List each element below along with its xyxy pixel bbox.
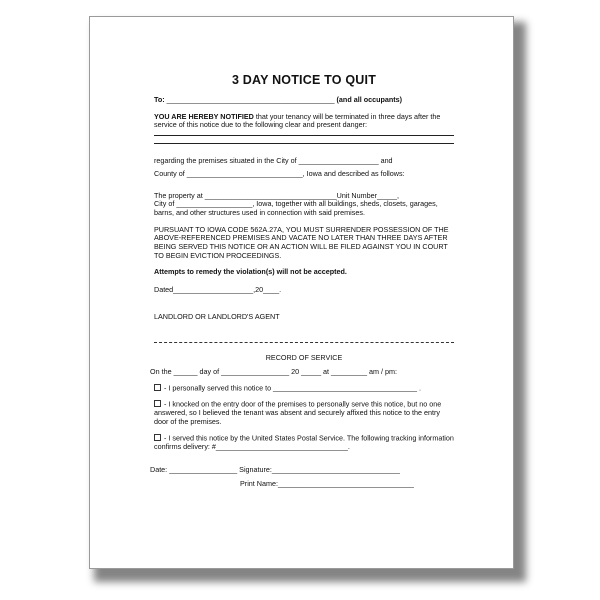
service-option-affixed bbox=[154, 400, 454, 427]
checkbox-affixed[interactable] bbox=[154, 400, 161, 407]
to-label: To: bbox=[154, 95, 165, 104]
service-option-personal bbox=[154, 384, 454, 393]
record-title: RECORD OF SERVICE bbox=[265, 352, 343, 362]
landlord-label: LANDLORD OR LANDLORD'S AGENT bbox=[154, 311, 280, 321]
option-personal-text: - I personally served this notice to ____________________________________ . bbox=[164, 383, 421, 393]
option-affixed-text: - I knocked on the entry door of the premises to personally serve this notice, but no one answered, so I believed the tenant was absent and securely affixed this notice to the entry door of the premises. bbox=[154, 399, 442, 427]
document-content bbox=[150, 73, 454, 489]
print-name-line bbox=[240, 480, 454, 489]
document-page bbox=[89, 16, 514, 569]
print-name-label: Print Name: bbox=[240, 479, 278, 489]
property-line-2: City of ___________________, Iowa, together with all buildings, sheds, closets, garages, barns, and other structures used in connection with said premises. bbox=[154, 199, 438, 217]
pursuant-paragraph: PURSUANT TO IOWA CODE 562A.27A, YOU MUST SURRENDER POSSESSION OF THE ABOVE-REFERENCED PREMISES AND VACATE NO LATER THAN THREE DAYS AFTER BEING SERVED THIS NOTICE OR AN ACTION WILL BE FILED AGAINST YOU IN COURT TO BEGIN EVICTION PROCEEDINGS. bbox=[154, 224, 449, 260]
date-blank: _________________ bbox=[169, 464, 238, 474]
notice-bold: YOU ARE HEREBY NOTIFIED bbox=[154, 111, 254, 121]
signature-label: Signature: bbox=[239, 464, 272, 474]
danger-line-1 bbox=[154, 135, 454, 136]
checkbox-personal[interactable] bbox=[154, 384, 161, 391]
notice-paragraph bbox=[154, 113, 454, 130]
to-line bbox=[154, 96, 454, 105]
signature-line bbox=[150, 466, 454, 475]
section-divider bbox=[154, 342, 454, 343]
checkbox-mail[interactable] bbox=[154, 434, 161, 441]
service-date-line: On the ______ day of _________________ 20 _____ at _________ am / pm: bbox=[150, 367, 397, 377]
dated-line: Dated____________________,20____. bbox=[154, 285, 282, 295]
attempts-notice: Attempts to remedy the violation(s) will not be accepted. bbox=[154, 267, 347, 277]
document-title: 3 DAY NOTICE TO QUIT bbox=[231, 73, 377, 87]
to-blank: __________________________________________ bbox=[166, 95, 335, 104]
property-line-1: The property at _________________________________Unit Number_____, bbox=[154, 190, 399, 200]
notice-text: that your tenancy will be terminated in three days after the service of this notice due to the following clear and present danger: bbox=[154, 111, 441, 130]
date-label: Date: bbox=[150, 464, 168, 474]
option-mail-text: - I served this notice by the United States Postal Service. The following tracking information confirms delivery: #_________________________________. bbox=[154, 433, 454, 451]
print-name-blank: __________________________________ bbox=[277, 479, 414, 489]
service-option-mail bbox=[154, 434, 454, 452]
premises-line-2: County of _____________________________, Iowa and described as follows: bbox=[154, 168, 405, 178]
premises-line-1: regarding the premises situated in the City of ____________________ and bbox=[154, 156, 393, 166]
occupants-label: (and all occupants) bbox=[336, 95, 403, 104]
signature-blank: ________________________________ bbox=[271, 464, 400, 474]
